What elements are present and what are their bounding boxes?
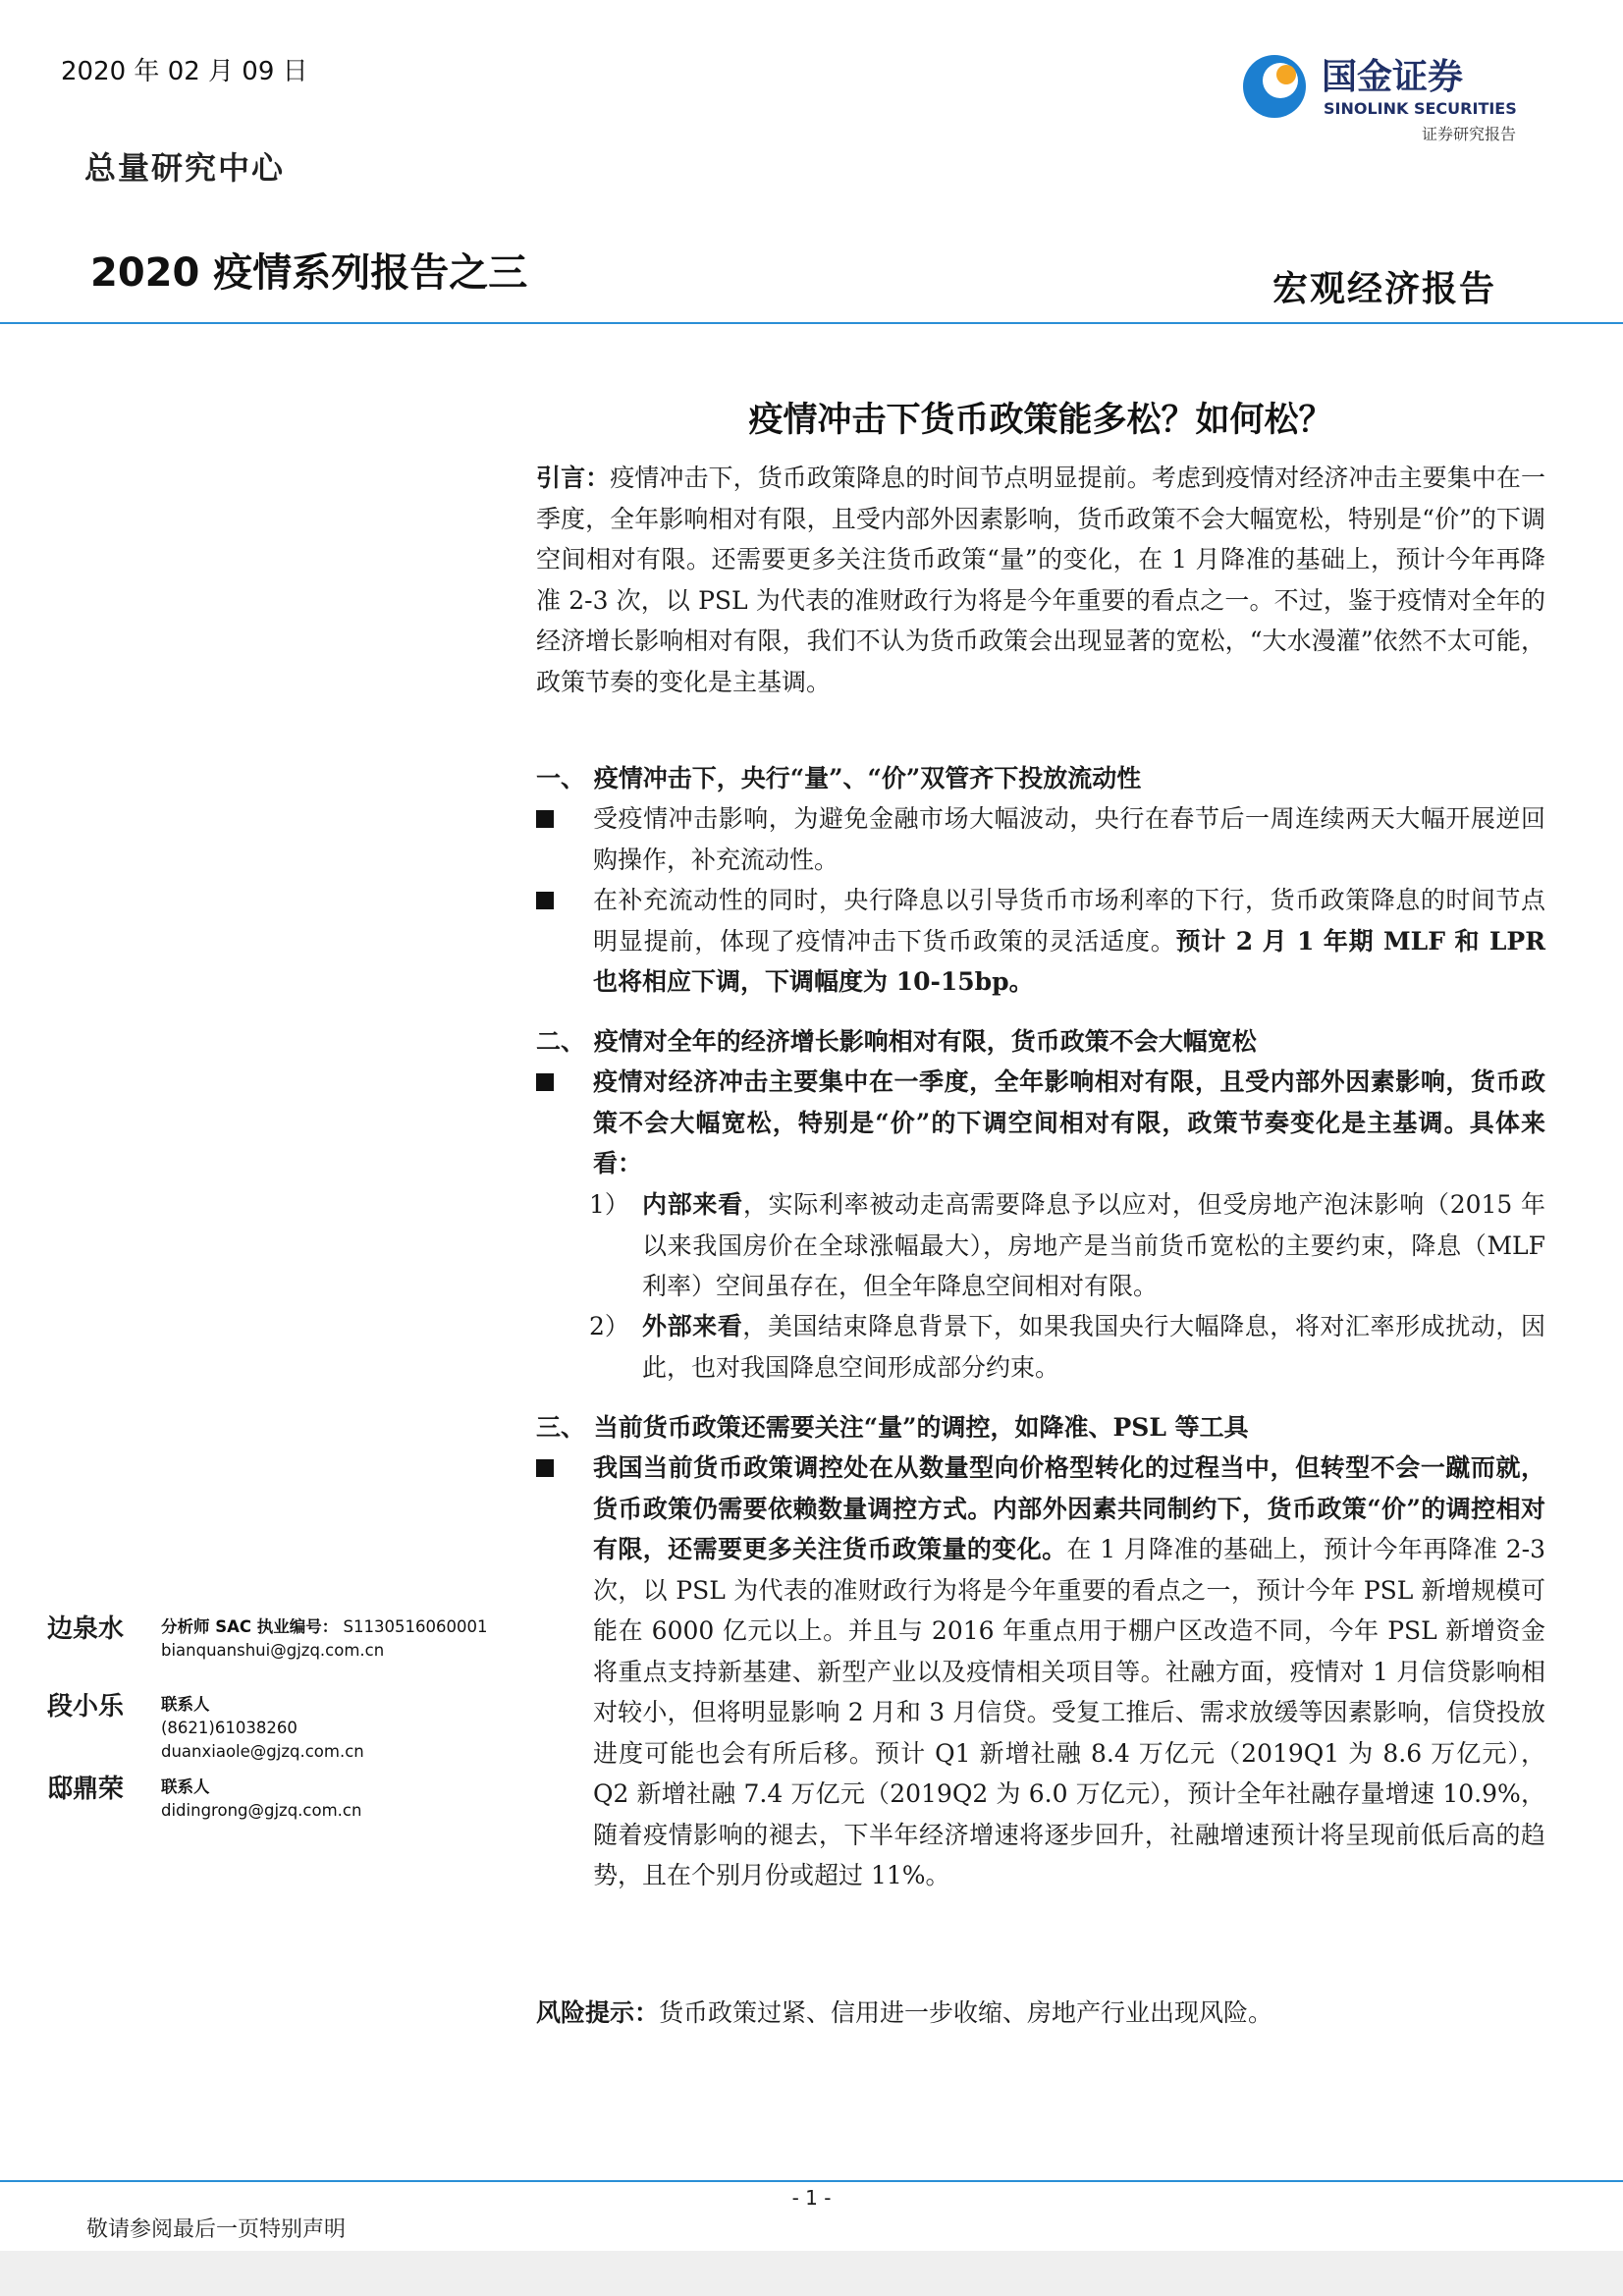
section-3-heading: 三、 当前货币政策还需要关注“量”的调控，如降准、PSL 等工具 (536, 1413, 1249, 1442)
square-bullet-icon (536, 810, 554, 828)
series-title: 2020 疫情系列报告之三 (90, 250, 528, 296)
point-text: ，美国结束降息背景下，如果我国央行大幅降息，将对汇率形成扰动，因此，也对我国降息空间形成部分约束。 (642, 1312, 1545, 1382)
risk-label: 风险提示： (536, 1998, 660, 2027)
square-bullet-icon (536, 1073, 554, 1091)
company-logo (1235, 51, 1542, 122)
author-info (161, 1693, 364, 1764)
risk-notice (536, 1994, 1272, 2029)
bottom-band (0, 2251, 1623, 2296)
section-1-heading: 一、 疫情冲击下，央行“量”、“价”双管齐下投放流动性 (536, 764, 1142, 793)
author-info (161, 1615, 487, 1663)
section-1-bullet-2 (536, 880, 1545, 1003)
section-3-bullet-1 (536, 1448, 1545, 1896)
footer-divider (0, 2180, 1623, 2182)
risk-text: 货币政策过紧、信用进一步收缩、房地产行业出现风险。 (659, 1998, 1273, 2027)
author-email[interactable]: didingrong@gjzq.com.cn (161, 1801, 362, 1820)
bullet-text: 在 1 月降准的基础上，预计今年再降准 2-3 次，以 PSL 为代表的准财政行为将是今年重要的看点之一，预计今年 PSL 新增规模可能在 6000 亿元以上。并且与 2016 年重点用于棚户区改造不同，今年 PSL 新增资金将重点支持新基建、新型产业以及疫情相关项目等。社融方面，疫情对 1 月信贷影响相对较小，但将明显影响 2 月和 3 月信贷。受复工推后、需求放缓等因素影响，信贷投放进度可能也会有所后移。预计 Q1 新增社融 8.4 万亿元（2019Q1 为 8.6 万亿元），Q2 新增社融 7.4 万亿元（2019Q2 为 6.0 万亿元），预计全年社融存量增速 10.9%，随着疫情影响的褪去，下半年经济增速将逐步回升，社融增速预计将呈现前低后高的趋势，且在个别月份或超过 11%。 (593, 1535, 1545, 1889)
author-phone: (8621)61038260 (161, 1719, 298, 1737)
logo-subtitle: 证券研究报告 (1422, 125, 1517, 143)
bullet-text-bold: 我国当前货币政策调控处在从数量型向价格型转化的过程当中，但转型不会一蹴而就，货币政策仍需要依赖数量调控方式。内部外因素共同制约下，货币政策“价”的调控相对有限，还需要更多关注货币政策量的变化。 (593, 1453, 1545, 1563)
section-1-bullet-1 (536, 798, 1545, 880)
square-bullet-icon (536, 892, 554, 909)
point-label: 外部来看 (642, 1312, 743, 1340)
bullet-text: 在补充流动性的同时，央行降息以引导货币市场利率的下行，货币政策降息的时间节点明显提前，体现了疫情冲击下货币政策的灵活适度。 (593, 886, 1545, 956)
bullet-text: 受疫情冲击影响，为避免金融市场大幅波动，央行在春节后一周连续两天大幅开展逆回购操作，补充流动性。 (593, 804, 1545, 874)
intro-label: 引言： (536, 464, 611, 492)
author-email[interactable]: bianquanshui@gjzq.com.cn (161, 1641, 385, 1660)
author-name: 边泉水 (47, 1614, 125, 1644)
section-2-point-1 (589, 1184, 1545, 1307)
header-divider (0, 322, 1623, 324)
point-number: 2） (589, 1312, 629, 1340)
point-label: 内部来看 (642, 1190, 743, 1219)
point-number: 1） (589, 1190, 629, 1219)
author-role: 分析师 SAC 执业编号： (161, 1617, 339, 1636)
author-email[interactable]: duanxiaole@gjzq.com.cn (161, 1742, 364, 1761)
footer-disclaimer: 敬请参阅最后一页特别声明 (86, 2217, 347, 2242)
author-name: 段小乐 (47, 1692, 125, 1722)
logo-cn-text: 国金证券 (1322, 57, 1464, 97)
intro-text: 疫情冲击下，货币政策降息的时间节点明显提前。考虑到疫情对经济冲击主要集中在一季度，全年影响相对有限，且受内部外因素影响，货币政策不会大幅宽松，特别是“价”的下调空间相对有限。还需要更多关注货币政策“量”的变化，在 1 月降准的基础上，预计今年再降准 2-3 次，以 PSL 为代表的准财政行为将是今年重要的看点之一。不过，鉴于疫情对全年的经济增长影响相对有限，我们不认为货币政策会出现显著的宽松，“大水漫灌”依然不太可能，政策节奏的变化是主基调。 (536, 464, 1545, 696)
sinolink-logo-icon (1235, 51, 1542, 122)
report-category: 宏观经济报告 (1272, 268, 1497, 309)
page-number: - 1 - (791, 2186, 832, 2210)
bullet-text-bold: 疫情对经济冲击主要集中在一季度，全年影响相对有限，且受内部外因素影响，货币政策不会大幅宽松，特别是“价”的下调空间相对有限，政策节奏变化是主基调。具体来看： (593, 1067, 1545, 1177)
section-2-bullet-1 (536, 1062, 1545, 1184)
square-bullet-icon (536, 1459, 554, 1477)
logo-en-text: SINOLINK SECURITIES (1324, 99, 1517, 118)
point-text: ，实际利率被动走高需要降息予以应对，但受房地产泡沫影响（2015 年以来我国房价在全球涨幅最大），房地产是当前货币宽松的主要约束，降息（MLF 利率）空间虽存在，但全年降息空间相对有限。 (642, 1190, 1545, 1300)
section-2-heading: 二、 疫情对全年的经济增长影响相对有限，货币政策不会大幅宽松 (536, 1027, 1257, 1056)
author-role: 联系人 (161, 1695, 210, 1714)
report-date: 2020 年 02 月 09 日 (61, 57, 308, 86)
report-title: 疫情冲击下货币政策能多松？如何松？ (748, 400, 1333, 440)
author-info (161, 1776, 361, 1823)
section-2-point-2 (589, 1306, 1545, 1388)
author-role: 联系人 (161, 1777, 210, 1796)
author-name: 邸鼎荣 (47, 1775, 125, 1804)
bullet-text-bold: 预计 2 月 1 年期 MLF 和 LPR 也将相应下调，下调幅度为 10-15bp。 (593, 926, 1545, 996)
author-license: S1130516060001 (343, 1617, 488, 1636)
department: 总量研究中心 (84, 149, 286, 187)
intro-paragraph (536, 458, 1545, 702)
